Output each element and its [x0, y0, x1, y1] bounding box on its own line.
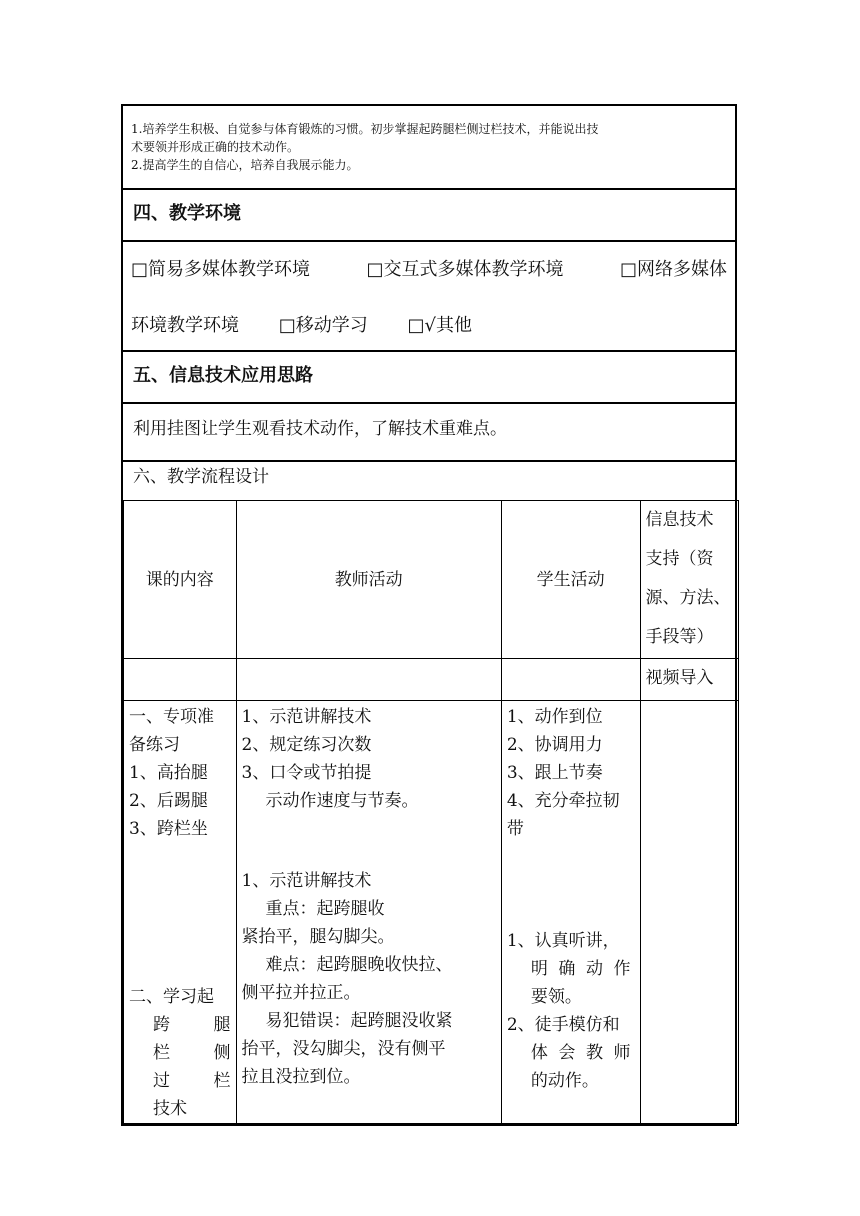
- goal-line-3: 2.提高学生的自信心，培养自我展示能力。: [131, 158, 359, 172]
- env-option-network-cont: 环境教学环境: [131, 315, 239, 336]
- table-row: [124, 659, 739, 701]
- table-header-row: [124, 501, 739, 659]
- row-it-cell: [640, 701, 739, 1124]
- section4-title: 四、教学环境: [121, 188, 737, 240]
- lesson-plan-page: [121, 104, 737, 1126]
- row-content-cell: 一、专项准 备练习 1、高抬腿 2、后踢腿 3、跨栏坐 二、学习起 跨 腿 栏 侧 过 栏 技术: [124, 701, 237, 1124]
- env-option-simple[interactable]: □简易多媒体教学环境: [131, 259, 311, 280]
- section6-title: 六、教学流程设计: [121, 460, 737, 500]
- table-row: [124, 701, 739, 1124]
- environment-options: [121, 240, 737, 350]
- goal-line-2: 术要领并形成正确的技术动作。: [131, 140, 300, 154]
- row-student-cell: 1、动作到位 2、协调用力 3、跟上节奏 4、充分牵拉韧 带 1、认真听讲， 明 确 动 作 要领。 2、徒手模仿和 体 会 教 师 的动作。: [501, 701, 640, 1124]
- env-option-mobile[interactable]: □移动学习: [278, 315, 368, 336]
- goal-line-1: 1.培养学生积极、自觉参与体育锻炼的习惯。初步掌握起跨腿栏侧过栏技术，并能说出技: [131, 122, 599, 136]
- video-intro: 视频导入: [640, 659, 739, 701]
- row-teacher-cell: 1、示范讲解技术 2、规定练习次数 3、口令或节拍提 示动作速度与节奏。 1、示范讲解技术 重点：起跨腿收 紧抬平，腿勾脚尖。 难点：起跨腿晚收快拉、 侧平拉并拉正。 易犯错误：起跨腿没收紧 抬平，没勾脚尖，没有侧平 拉且没拉到位。: [236, 701, 501, 1124]
- teaching-goals: [121, 104, 737, 188]
- env-option-other[interactable]: □√其他: [407, 315, 472, 336]
- header-content: 课的内容: [124, 501, 237, 659]
- header-teacher: 教师活动: [236, 501, 501, 659]
- header-student: 学生活动: [501, 501, 640, 659]
- teaching-flow-table: [121, 500, 737, 1126]
- env-option-network[interactable]: □网络多媒体: [619, 259, 727, 280]
- header-it-support: 信息技术 支持（资 源、方法、 手段等）: [640, 501, 739, 659]
- section5-text: 利用挂图让学生观看技术动作，了解技术重难点。: [121, 402, 737, 460]
- env-option-interactive[interactable]: □交互式多媒体教学环境: [366, 259, 564, 280]
- section5-title: 五、信息技术应用思路: [121, 350, 737, 402]
